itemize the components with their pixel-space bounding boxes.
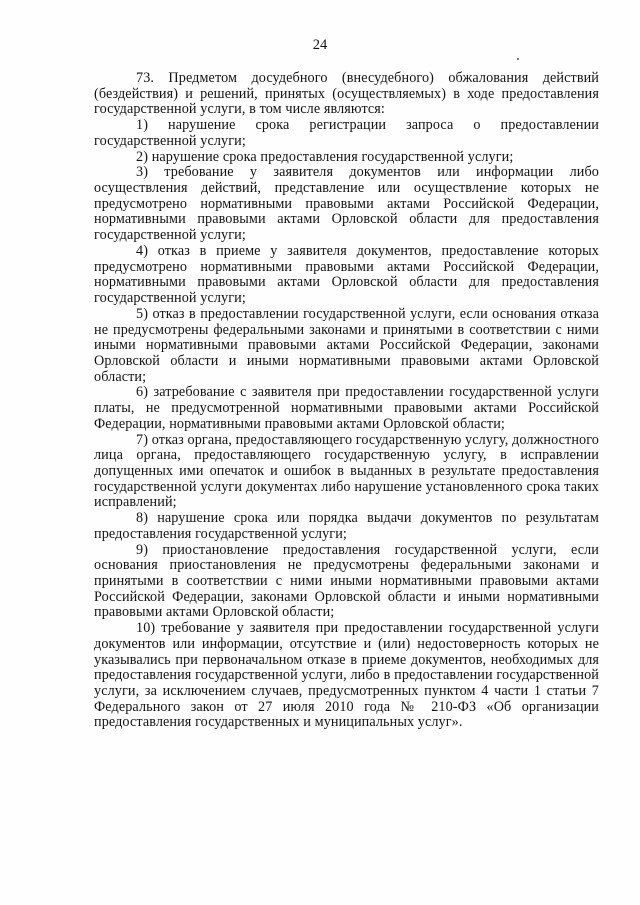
list-item-8 [94,511,599,542]
list-item-number: 6) [136,384,149,401]
list-item-number: 5) [136,305,149,322]
list-item-number: 8) [136,510,149,527]
list-item-5 [94,307,599,386]
list-item-text: нарушение срока регистрации запроса о предоставлении государственной услуги; [94,117,599,149]
page-number: 24 [312,37,328,53]
list-item-3 [94,165,599,244]
document-body [94,71,599,731]
list-item-4 [94,244,599,307]
paragraph-73-intro: 73. Предметом досудебного (внесудебного) обжалования действий (бездействия) и решений, принятых (осуществляемых) в ходе предоставления государственной услуги, в том числе являются: [94,70,599,118]
list-item-7 [94,433,599,512]
list-item-text: приостановление предоставления государственной услуги, если основания приостановления не предусмотрены федеральными законами и принятыми в соответствии с ними иными нормативными правовыми актами Российской Федерации, законами Орловской области и иными нормативными правовыми актами Орловской области; [94,541,600,621]
list-item-number: 10) [136,620,156,637]
list-item-9 [94,543,599,622]
list-item-text: отказ в предоставлении государственной услуги, если основания отказа не предусмотрены федеральными законами и принятыми в соответствии с ними иными нормативными правовыми актами Российской Федерации, законами Орловской области и иными нормативными правовыми актами Орловской области; [94,305,599,385]
scan-speck [517,58,519,60]
list-item-number: 3) [136,164,149,181]
list-item-number: 7) [136,431,149,448]
list-item-2 [94,150,599,166]
list-item-text: отказ в приеме у заявителя документов, предоставление которых предусмотрено нормативными правовыми актами Российской Федерации, нормативными правовыми актами Орловской области для предоставления государственной услуги; [94,242,599,307]
list-item-text: нарушение срока предоставления государственной услуги; [151,148,514,165]
list-item-text: требование у заявителя документов или информации либо осуществления действий, представление или осуществление которых не предусмотрено нормативными правовыми актами Российской Федерации, нормативными правовыми актами Орловской области для предоставления государственной услуги; [94,164,599,244]
list-item-number: 2) [136,148,149,165]
list-item-number: 9) [136,541,149,558]
list-item-10 [94,621,599,731]
list-item-1 [94,118,599,149]
list-item-number: 1) [136,117,149,134]
list-item-number: 4) [136,242,149,259]
list-item-text: нарушение срока или порядка выдачи документов по результатам предоставления государственной услуги; [94,510,599,542]
list-item-6 [94,385,599,432]
list-item-text: отказ органа, предоставляющего государственную услугу, должностного лица органа, предоставляющего государственную услугу, в исправлении допущенных ими опечаток и ошибок в выданных в результате предоставления государственной услуги документах либо нарушение установленного срока таких исправлений; [94,431,599,511]
list-item-text: затребование с заявителя при предоставлении государственной услуги платы, не предусмотренной нормативными правовыми актами Российской Федерации, нормативными правовыми актами Орловской области; [94,384,599,432]
list-item-text: требование у заявителя при предоставлении государственной услуги документов или информации, отсутствие и (или) недостоверность которых не указывались при первоначальном отказе в приеме документов, необходимых для предоставления государственной услуги, либо в предоставлении государственной услуги, за исключением случаев, предусмотренных пунктом 4 части 1 статьи 7 Федерального закон от 27 июля 2010 года № 210-ФЗ «Об организации предоставления государственных и муниципальных услуг». [94,620,599,731]
